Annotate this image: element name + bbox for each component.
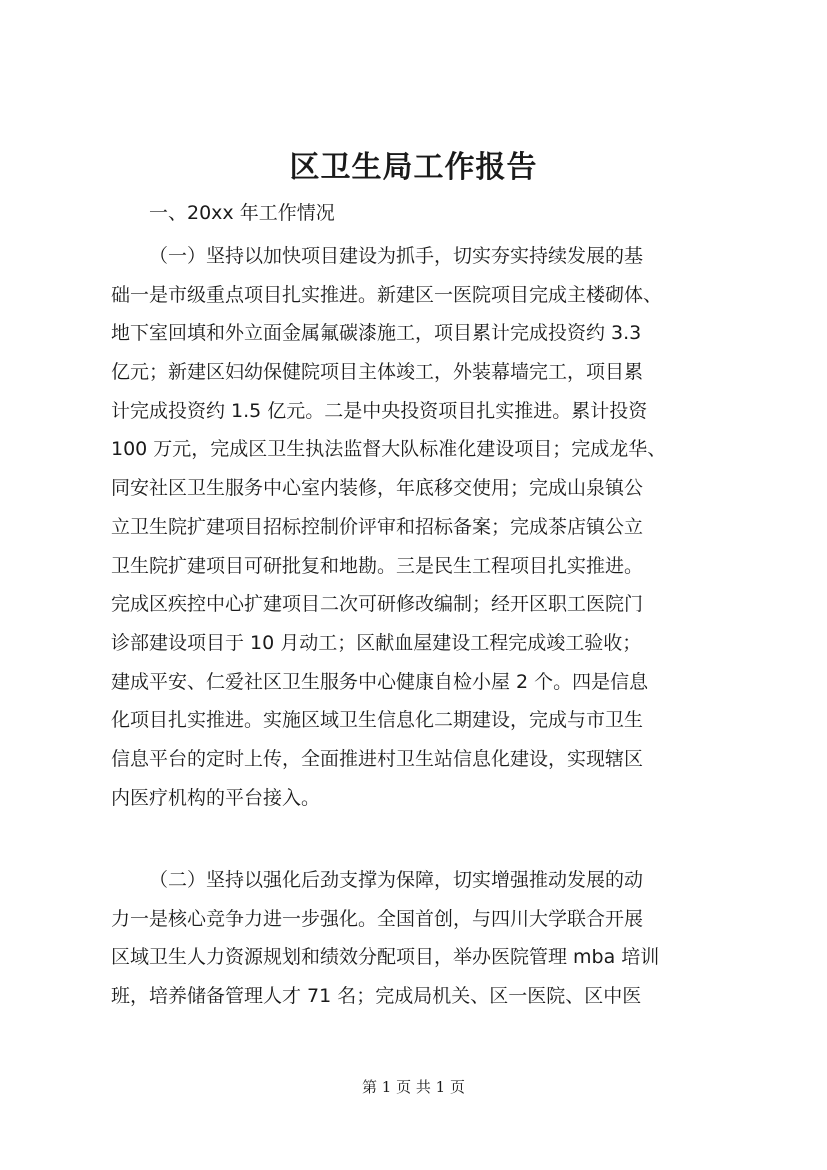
paragraph-2 <box>111 861 741 1016</box>
text-line: 同安社区卫生服务中心室内装修，年底移交使用；完成山泉镇公 <box>111 477 644 500</box>
text-line: 础一是市级重点项目扎实推进。新建区一医院项目完成主楼砌体、 <box>111 283 663 306</box>
text-line: 力一是核心竞争力进一步强化。全国首创，与四川大学联合开展 <box>111 907 644 930</box>
page-footer: 第 1 页 共 1 页 <box>362 1078 465 1096</box>
text-line: 亿元；新建区妇幼保健院项目主体竣工，外装幕墙完工，项目累 <box>111 361 644 384</box>
text-line: （二）坚持以强化后劲支撑为保障，切实增强推动发展的动 <box>149 869 644 891</box>
text-line: 地下室回填和外立面金属氟碳漆施工，项目累计完成投资约 3.3 <box>111 322 642 345</box>
text-line: 建成平安、仁爱社区卫生服务中心健康自检小屋 2 个。四是信息 <box>111 670 649 693</box>
text-line: 完成区疾控中心扩建项目二次可研修改编制；经开区职工医院门 <box>111 593 644 616</box>
text-line: 区域卫生人力资源规划和绩效分配项目，举办医院管理 mba 培训 <box>111 946 660 969</box>
paragraph-1 <box>111 237 741 817</box>
text-line: 计完成投资约 1.5 亿元。二是中央投资项目扎实推进。累计投资 <box>111 399 648 422</box>
text-line: 立卫生院扩建项目招标控制价评审和招标备案；完成茶店镇公立 <box>111 515 644 538</box>
text-line: 诊部建设项目于 10 月动工；区献血屋建设工程完成竣工验收； <box>111 631 642 654</box>
text-line: 卫生院扩建项目可研批复和地勘。三是民生工程项目扎实推进。 <box>111 554 644 577</box>
text-line: 班，培养储备管理人才 71 名；完成局机关、区一医院、区中医 <box>111 985 642 1008</box>
text-line: 100 万元，完成区卫生执法监督大队标准化建设项目；完成龙华、 <box>111 438 667 461</box>
section-heading: 一、20xx 年工作情况 <box>149 202 335 224</box>
page-title: 区卫生局工作报告 <box>289 150 538 185</box>
text-line: 内医疗机构的平台接入。 <box>111 786 321 809</box>
text-line: 信息平台的定时上传，全面推进村卫生站信息化建设，实现辖区 <box>111 747 644 770</box>
text-line: 化项目扎实推进。实施区域卫生信息化二期建设，完成与市卫生 <box>111 709 644 732</box>
text-line: （一）坚持以加快项目建设为抓手，切实夯实持续发展的基 <box>149 245 644 267</box>
